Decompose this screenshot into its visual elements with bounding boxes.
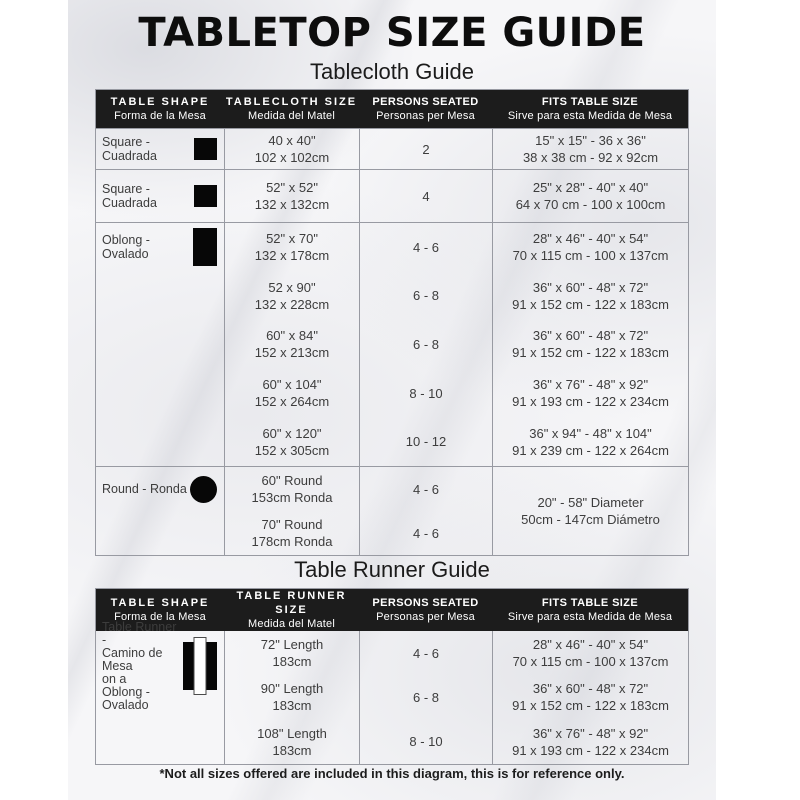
table-row xyxy=(493,417,688,466)
row-group-oblong xyxy=(96,222,688,466)
size-cm: 132 x 228cm xyxy=(254,296,330,312)
fits-cm: 91 x 193 cm - 122 x 234cm xyxy=(512,742,669,758)
size-cm: 132 x 178cm xyxy=(254,248,330,264)
header-es: Sirve para esta Medida de Mesa xyxy=(507,110,673,122)
size-inches: 60" x 84" xyxy=(266,328,318,344)
shape-label-line: Camino de Mesa xyxy=(102,645,163,673)
size-inches: 60" Round xyxy=(261,473,323,488)
persons-value: 4 - 6 xyxy=(412,525,439,541)
shape-cell xyxy=(96,467,224,555)
header-en: FITS TABLE SIZE xyxy=(541,597,639,609)
size-cm: 152 x 264cm xyxy=(254,394,330,410)
persons-value: 10 - 12 xyxy=(405,434,447,450)
shape-label: Round - Ronda xyxy=(102,482,187,496)
shape-cell xyxy=(96,129,224,169)
fits-cm: 91 x 152 cm - 122 x 183cm xyxy=(512,296,669,312)
table-row xyxy=(493,369,688,418)
fits-cm: 91 x 193 cm - 122 x 234cm xyxy=(512,394,669,410)
size-cell xyxy=(224,223,359,466)
header-cell-runner-size xyxy=(224,589,359,631)
size-inches: 52" x 52" xyxy=(266,180,318,195)
persons-cell xyxy=(359,170,492,222)
persons-value: 4 xyxy=(422,188,430,204)
header-es: Sirve para esta Medida de Mesa xyxy=(507,611,673,623)
tablecloth-table-header-row xyxy=(96,90,688,128)
size-cm: 183cm xyxy=(272,698,312,714)
fits-merged xyxy=(493,467,688,555)
runner-guide-title: Table Runner Guide xyxy=(294,557,490,582)
oblong-icon xyxy=(193,228,217,266)
table-row xyxy=(360,369,492,418)
table-row xyxy=(360,170,492,222)
fits-cm: 38 x 38 cm - 92 x 92cm xyxy=(522,150,659,165)
shape-cell xyxy=(96,619,224,764)
persons-cell xyxy=(359,467,492,555)
header-es: Personas per Mesa xyxy=(376,110,475,122)
size-inches: 60" x 104" xyxy=(262,377,322,393)
persons-value: 8 - 10 xyxy=(409,385,443,401)
header-cell-fits-table-size xyxy=(492,95,688,123)
table-row xyxy=(225,223,359,272)
persons-cell xyxy=(359,223,492,466)
round-icon xyxy=(190,476,217,503)
header-cell-table-shape xyxy=(96,95,224,123)
header-en: TABLE SHAPE xyxy=(110,597,210,609)
header-es: Medida del Matel xyxy=(248,618,335,630)
persons-value: 6 - 8 xyxy=(412,336,439,352)
fits-cm: 91 x 152 cm - 122 x 183cm xyxy=(512,345,669,361)
size-cell xyxy=(224,467,359,555)
persons-value: 8 - 10 xyxy=(409,734,443,750)
fits-cm: 91 x 239 cm - 122 x 264cm xyxy=(512,442,669,458)
shape-label-line: on a xyxy=(102,671,127,686)
tablecloth-table xyxy=(95,89,689,556)
table-row xyxy=(360,631,492,675)
row-group-square-2 xyxy=(96,169,688,222)
fits-cell xyxy=(492,129,688,169)
size-cm: 178cm Ronda xyxy=(251,534,333,549)
fits-cm: 50cm - 147cm Diámetro xyxy=(521,512,660,527)
fits-inches: 28" x 46" - 40" x 54" xyxy=(532,231,649,247)
header-en: FITS TABLE SIZE xyxy=(541,96,639,108)
fits-inches: 36" x 76" - 48" x 92" xyxy=(532,377,649,393)
size-cell xyxy=(224,170,359,222)
row-group-round xyxy=(96,466,688,555)
table-row xyxy=(225,417,359,466)
persons-cell xyxy=(359,631,492,764)
header-cell-persons-seated xyxy=(359,596,492,624)
header-es: Forma de la Mesa xyxy=(114,110,206,122)
table-row xyxy=(360,320,492,369)
size-cm: 153cm Ronda xyxy=(251,490,333,505)
table-row xyxy=(225,320,359,369)
table-row xyxy=(493,320,688,369)
row-group-square-1 xyxy=(96,128,688,169)
shape-label: Square - Cuadrada xyxy=(102,182,157,210)
fits-cell xyxy=(492,223,688,466)
size-inches: 52 x 90" xyxy=(268,279,316,295)
table-row xyxy=(360,223,492,272)
square-icon xyxy=(194,138,217,160)
table-row xyxy=(360,272,492,321)
persons-value: 4 - 6 xyxy=(412,481,439,497)
size-cm: 183cm xyxy=(272,742,312,758)
fits-cell xyxy=(492,170,688,222)
table-row xyxy=(360,417,492,466)
size-inches: 108" Length xyxy=(257,725,327,741)
header-en: TABLE SHAPE xyxy=(110,96,210,108)
fits-cm: 70 x 115 cm - 100 x 137cm xyxy=(512,654,669,670)
size-cell xyxy=(224,129,359,169)
fits-inches: 36" x 60" - 48" x 72" xyxy=(532,279,649,295)
fits-cm: 64 x 70 cm - 100 x 100cm xyxy=(515,197,666,212)
table-row xyxy=(493,272,688,321)
header-cell-tablecloth-size xyxy=(224,95,359,123)
table-row xyxy=(225,170,359,222)
table-row xyxy=(493,675,688,719)
table-row xyxy=(360,129,492,169)
table-row xyxy=(225,511,359,555)
table-row xyxy=(360,467,492,511)
table-row xyxy=(493,720,688,764)
tablecloth-guide-title: Tablecloth Guide xyxy=(310,59,474,84)
shape-cell xyxy=(96,170,224,222)
header-es: Medida del Matel xyxy=(248,110,335,122)
size-cm: 132 x 132cm xyxy=(254,197,330,212)
table-row xyxy=(360,511,492,555)
size-inches: 70" Round xyxy=(261,517,323,532)
shape-cell xyxy=(96,223,224,466)
square-icon xyxy=(194,185,217,207)
table-row xyxy=(493,129,688,169)
footnote: *Not all sizes offered are included in this diagram, this is for reference only. xyxy=(159,766,625,781)
table-row xyxy=(360,675,492,719)
fits-inches: 36" x 60" - 48" x 72" xyxy=(532,328,649,344)
fits-inches: 15" x 15" - 36 x 36" xyxy=(535,133,646,148)
size-inches: 60" x 120" xyxy=(262,425,322,441)
persons-cell xyxy=(359,129,492,169)
size-inches: 52" x 70" xyxy=(266,231,318,247)
shape-label-line: Table Runner - xyxy=(102,619,177,647)
table-row xyxy=(225,272,359,321)
size-cm: 152 x 305cm xyxy=(254,442,330,458)
table-row xyxy=(493,170,688,222)
persons-value: 4 - 6 xyxy=(412,645,439,661)
table-row xyxy=(493,631,688,675)
table-row xyxy=(225,720,359,764)
header-cell-fits-table-size xyxy=(492,596,688,624)
header-en: PERSONS SEATED xyxy=(372,597,479,609)
header-en: TABLE RUNNER SIZE xyxy=(236,590,347,616)
persons-value: 4 - 6 xyxy=(412,239,439,255)
fits-inches: 36" x 60" - 48" x 72" xyxy=(532,681,649,697)
size-cell xyxy=(224,631,359,764)
fits-inches: 28" x 46" - 40" x 54" xyxy=(532,637,649,653)
size-cm: 102 x 102cm xyxy=(254,150,330,165)
fits-inches: 20" - 58" Diameter xyxy=(537,495,644,510)
size-inches: 72" Length xyxy=(260,637,324,653)
fits-cell-merged xyxy=(492,467,688,555)
shape-label-line: Oblong - Ovalado xyxy=(102,684,150,712)
header-es: Personas per Mesa xyxy=(376,611,475,623)
runner-stripe xyxy=(194,637,207,695)
persons-value: 2 xyxy=(422,141,430,157)
table-row xyxy=(225,467,359,511)
page-title: TABLETOP SIZE GUIDE xyxy=(138,10,646,56)
shape-label xyxy=(102,621,183,712)
table-row xyxy=(225,631,359,675)
size-inches: 90" Length xyxy=(260,681,324,697)
fits-inches: 36" x 94" - 48" x 104" xyxy=(529,425,652,441)
table-row xyxy=(225,675,359,719)
header-en: TABLECLOTH SIZE xyxy=(225,96,358,108)
runner-table xyxy=(95,588,689,765)
shape-label: Oblong - Ovalado xyxy=(102,233,150,261)
size-inches: 40 x 40" xyxy=(268,133,316,148)
header-es: Forma de la Mesa xyxy=(114,611,206,623)
header-en: PERSONS SEATED xyxy=(372,96,479,108)
table-row xyxy=(225,129,359,169)
table-row xyxy=(493,223,688,272)
table-runner-icon xyxy=(183,642,217,690)
fits-inches: 36" x 76" - 48" x 92" xyxy=(532,725,649,741)
persons-value: 6 - 8 xyxy=(412,689,439,705)
fits-inches: 25" x 28" - 40" x 40" xyxy=(532,180,649,195)
header-cell-persons-seated xyxy=(359,95,492,123)
runner-table-header-row xyxy=(96,589,688,631)
table-row xyxy=(225,369,359,418)
size-cm: 152 x 213cm xyxy=(254,345,330,361)
persons-value: 6 - 8 xyxy=(412,288,439,304)
size-cm: 183cm xyxy=(272,654,312,670)
fits-cell xyxy=(492,631,688,764)
fits-cm: 70 x 115 cm - 100 x 137cm xyxy=(512,248,669,264)
fits-cm: 91 x 152 cm - 122 x 183cm xyxy=(512,698,669,714)
table-row xyxy=(360,720,492,764)
shape-label: Square - Cuadrada xyxy=(102,135,157,163)
